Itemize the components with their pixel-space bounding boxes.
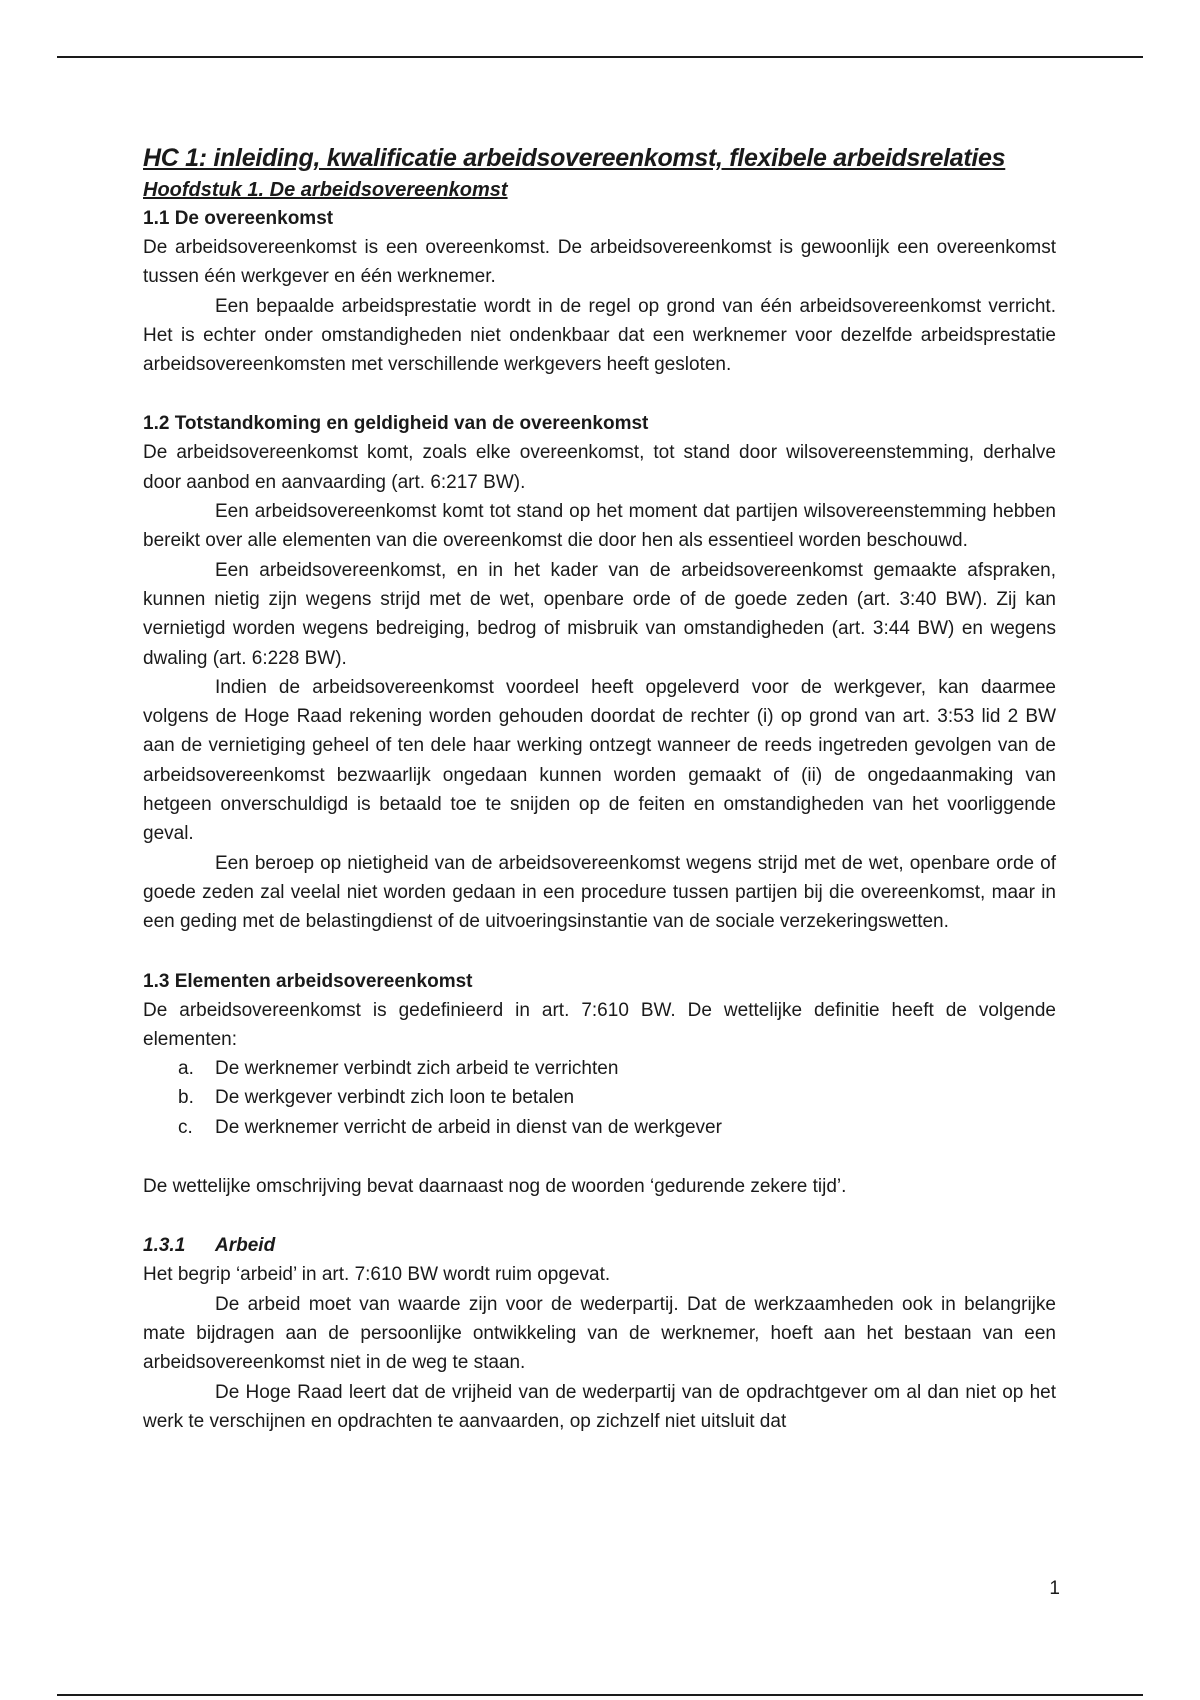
list-item-text: De werkgever verbindt zich loon te betalen: [215, 1087, 575, 1109]
paragraph: Indien de arbeidsovereenkomst voordeel heeft opgeleverd voor de werkgever, kan daarmee volgens de Hoge Raad rekening worden gehouden doordat de rechter (i) op grond van art. 3:53 lid 2 BW aan de vernietiging geheel of ten dele haar werking ontzegt wanneer de reeds ingetreden gevolgen van de arbeidsovereenkomst bezwaarlijk ongedaan kunnen worden gemaakt of (ii) de ongedaanmaking van hetgeen onverschuldigd is betaald toe te snijden op de feiten en omstandigheden van het voorliggende geval.: [143, 676, 1056, 845]
spacer: [143, 1201, 1056, 1231]
paragraph: De arbeidsovereenkomst is een overeenkomst. De arbeidsovereenkomst is gewoonlijk een overeenkomst tussen één werkgever en één werknemer.: [143, 237, 1056, 288]
paragraph: De arbeid moet van waarde zijn voor de wederpartij. Dat de werkzaamheden ook in belangrijke mate bijdragen aan de persoonlijke ontwikkeling van de werknemer, hoeft aan het bestaan van een arbeidsovereenkomst niet in de weg te staan.: [143, 1293, 1056, 1374]
spacer: [143, 1142, 1056, 1172]
list-item-text: De werknemer verbindt zich arbeid te verrichten: [215, 1058, 619, 1080]
list-marker: a.: [178, 1058, 194, 1080]
page-number: 1: [1049, 1578, 1060, 1599]
paragraph: De arbeidsovereenkomst is gedefinieerd in art. 7:610 BW. De wettelijke definitie heeft de volgende elementen:: [143, 999, 1056, 1050]
list-item: [143, 1113, 1056, 1142]
list-item: [143, 1083, 1056, 1112]
document-title: HC 1: inleiding, kwalificatie arbeidsovereenkomst, flexibele arbeidsrelaties: [143, 144, 1006, 172]
paragraph: De wettelijke omschrijving bevat daarnaast nog de woorden ‘gedurende zekere tijd’.: [143, 1176, 847, 1198]
list-marker: b.: [178, 1087, 194, 1109]
document-body: [143, 140, 1056, 1436]
elements-list: [143, 1054, 1056, 1142]
subsection-number: 1.3.1: [143, 1235, 186, 1257]
spacer: [143, 379, 1056, 409]
list-item-text: De werknemer verricht de arbeid in dienst van de werkgever: [215, 1116, 722, 1138]
subsection-title: Arbeid: [215, 1235, 276, 1257]
header-rule: [57, 56, 1143, 58]
section-heading-1-3: 1.3 Elementen arbeidsovereenkomst: [143, 970, 473, 992]
paragraph: De arbeidsovereenkomst komt, zoals elke overeenkomst, tot stand door wilsovereenstemming, derhalve door aanbod en aanvaarding (art. 6:217 BW).: [143, 442, 1056, 493]
footer-rule: [57, 1694, 1143, 1696]
paragraph: Een beroep op nietigheid van de arbeidsovereenkomst wegens strijd met de wet, openbare orde of goede zeden zal veelal niet worden gedaan in een procedure tussen partijen bij die overeenkomst, maar in een geding met de belastingdienst of de uitvoeringsinstantie van de sociale verzekeringswetten.: [143, 852, 1056, 933]
subsection-heading-1-3-1: [143, 1231, 1056, 1260]
list-marker: c.: [178, 1116, 193, 1138]
paragraph: Een arbeidsovereenkomst, en in het kader van de arbeidsovereenkomst gemaakte afspraken, kunnen nietig zijn wegens strijd met de wet, openbare orde of de goede zeden (art. 3:40 BW). Zij kan vernietigd worden wegens bedreiging, bedrog of misbruik van omstandigheden (art. 3:44 BW) en wegens dwaling (art. 6:228 BW).: [143, 559, 1056, 669]
section-heading-1-1: 1.1 De overeenkomst: [143, 208, 334, 229]
list-item: [143, 1054, 1056, 1083]
paragraph: Een arbeidsovereenkomst komt tot stand op het moment dat partijen wilsovereenstemming hebben bereikt over alle elementen van die overeenkomst die door hen als essentieel worden beschouwd.: [143, 501, 1056, 552]
paragraph: De Hoge Raad leert dat de vrijheid van de wederpartij van de opdrachtgever om al dan niet op het werk te verschijnen en opdrachten te aanvaarden, op zichzelf niet uitsluit dat: [143, 1381, 1056, 1432]
spacer: [143, 937, 1056, 967]
section-heading-1-2: 1.2 Totstandkoming en geldigheid van de overeenkomst: [143, 413, 649, 435]
paragraph: Het begrip ‘arbeid’ in art. 7:610 BW wordt ruim opgevat.: [143, 1264, 611, 1286]
chapter-heading: Hoofdstuk 1. De arbeidsovereenkomst: [143, 179, 508, 201]
paragraph: Een bepaalde arbeidsprestatie wordt in de regel op grond van één arbeidsovereenkomst verricht. Het is echter onder omstandigheden niet ondenkbaar dat een werknemer voor dezelfde arbeidsprestatie arbeidsovereenkomsten met verschillende werkgevers heeft gesloten.: [143, 295, 1056, 376]
